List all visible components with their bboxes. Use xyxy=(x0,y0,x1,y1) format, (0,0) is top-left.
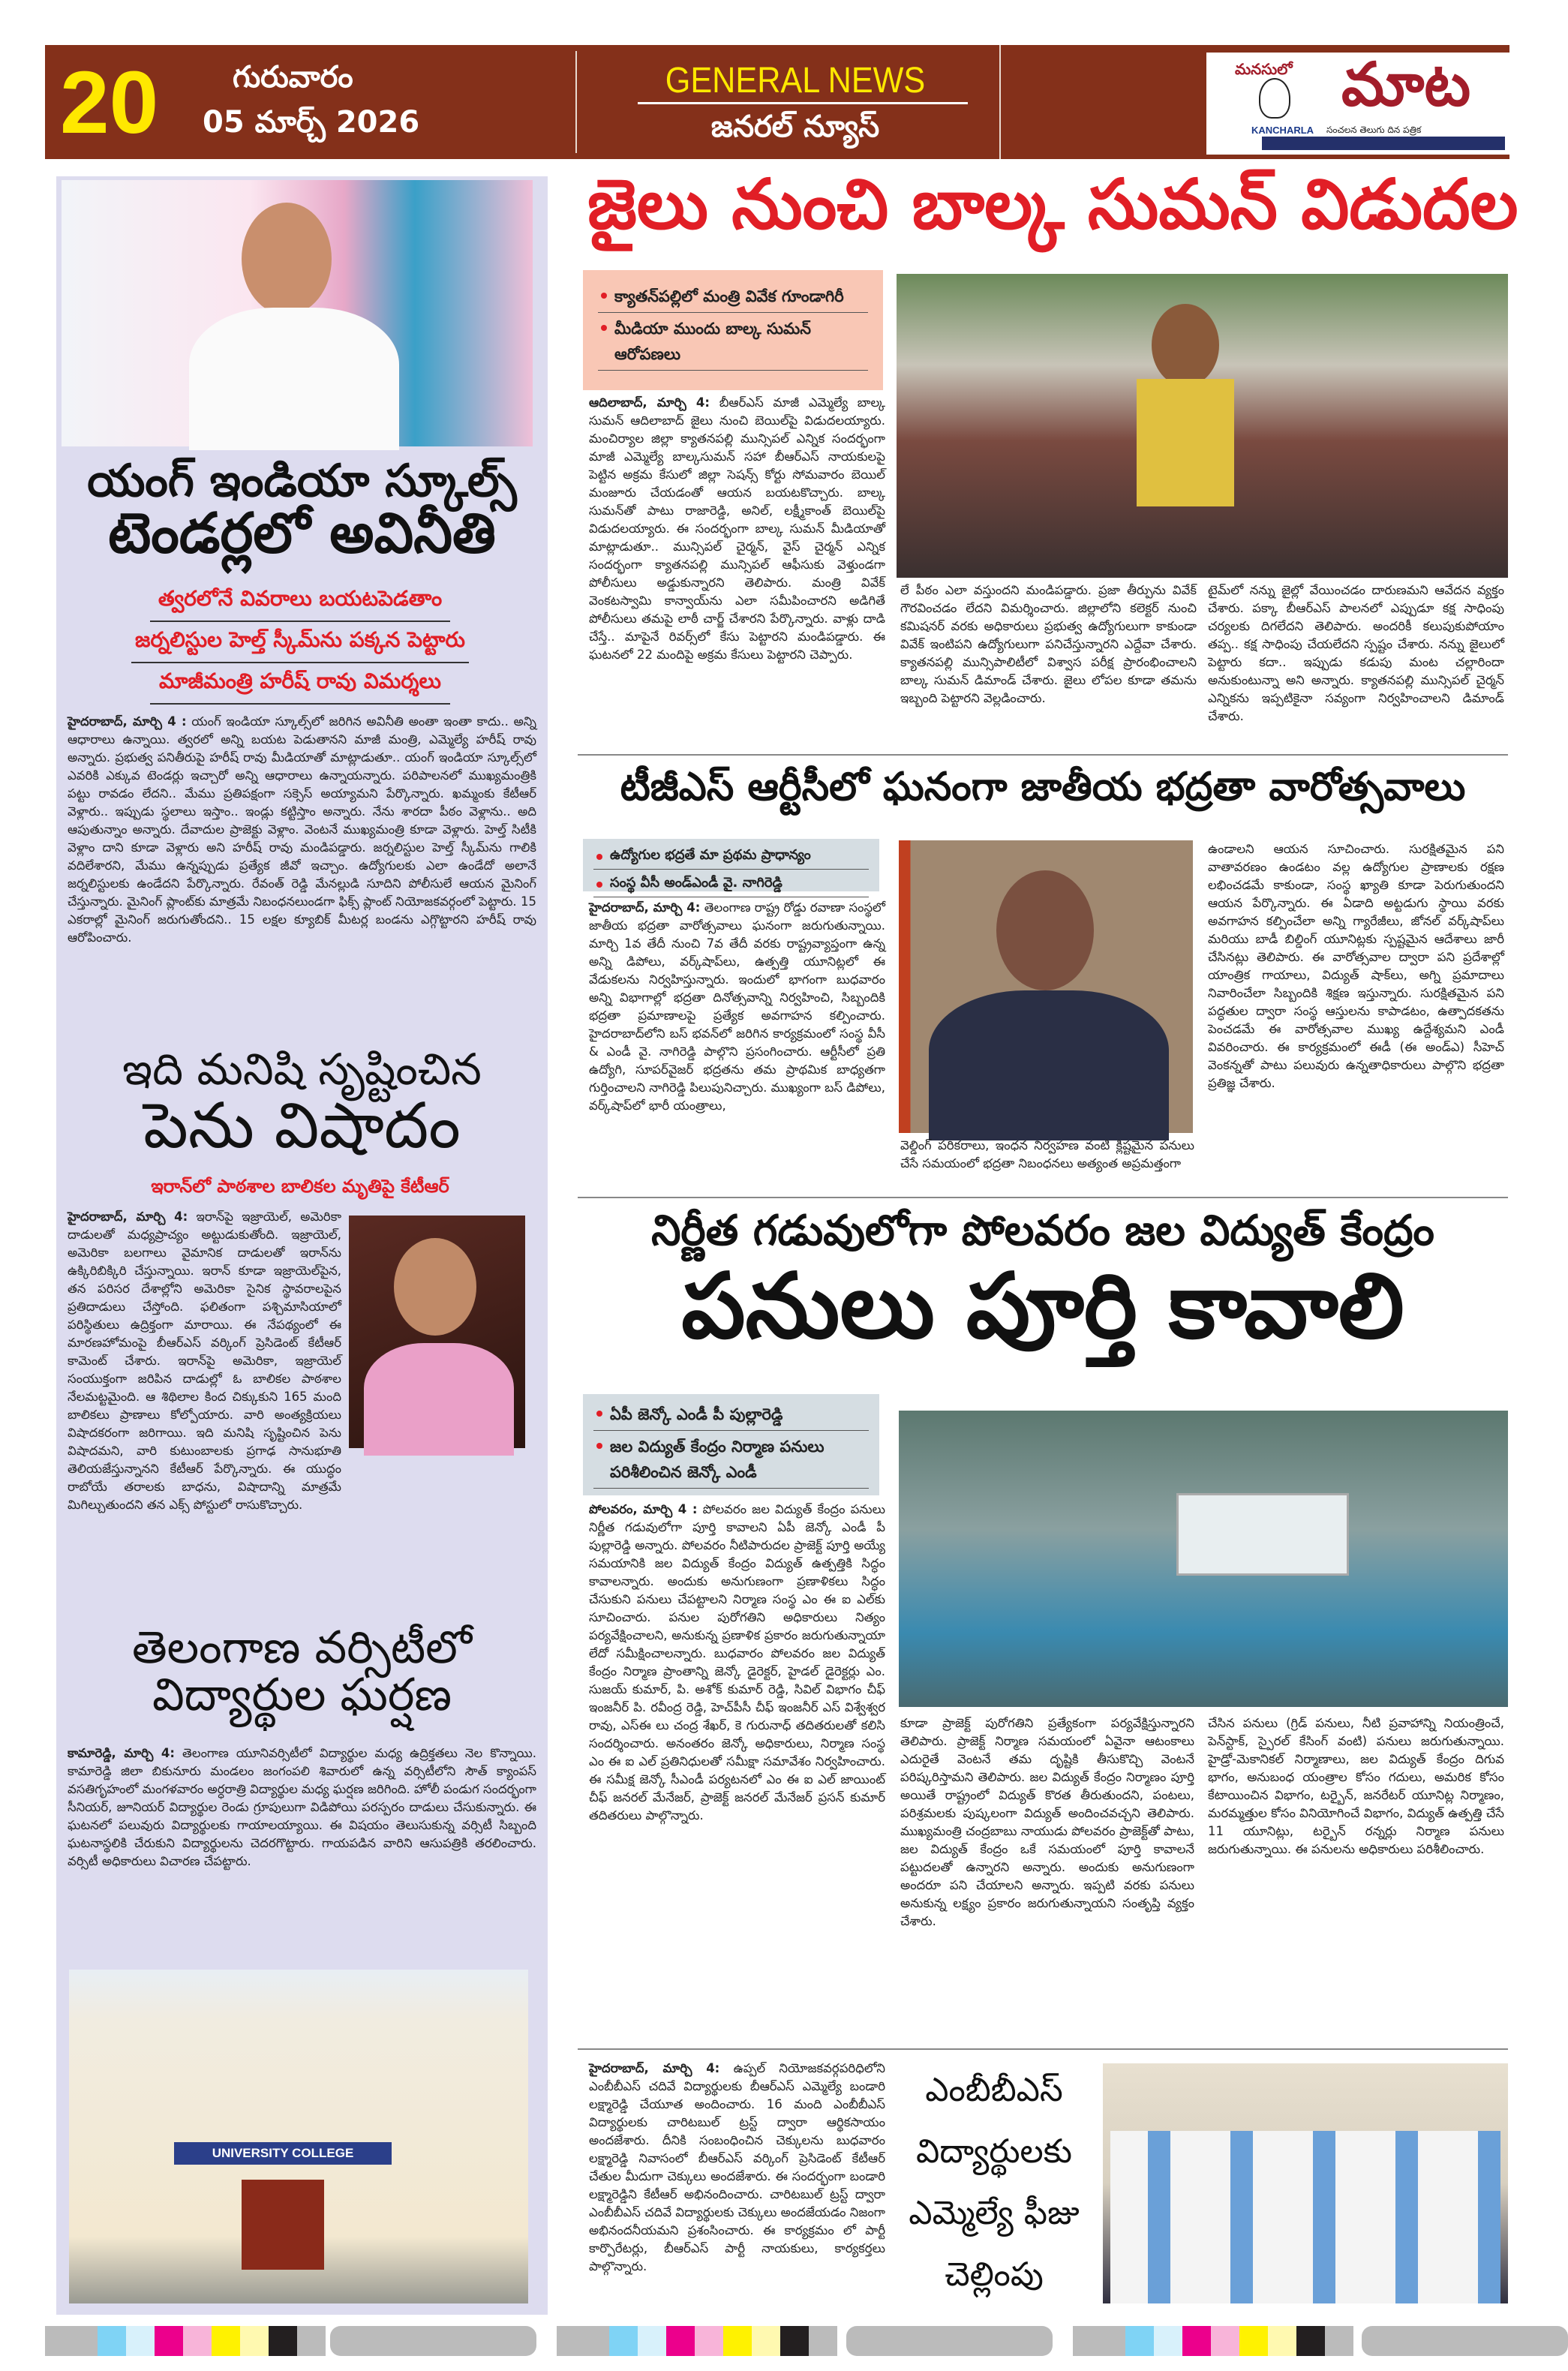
ktr-photo xyxy=(349,1216,525,1448)
header-divider xyxy=(999,45,1001,159)
lead-headline: జైలు నుంచి బాల్క సుమన్ విడుదల xyxy=(587,164,1518,245)
divider xyxy=(578,2048,1508,2050)
polavaram-inspection-photo xyxy=(899,1411,1508,1707)
print-color-bar xyxy=(45,2326,326,2356)
body-text: ఉప్పల్ నియోజకవర్గపరిధిలోని ఎంబీబీఎస్ చదివే విద్యార్థులకు బీఆర్‌ఎస్ ఎమ్మెల్యే బండారి లక్ష్మారెడ్డి చేయూత అందించారు. 16 మంది ఎంబీబీఎస్ విద్యార్థులకు చారిటబుల్ ట్రస్ట్ ద్వారా ఆర్థికసాయం అందజేశారు. దీనికి సంబంధించిన చెక్కులను బుధవారం లక్ష్మారెడ్డి నివాసంలో బీఆర్‌ఎస్ వర్కింగ్ ప్రెసిడెంట్ కేటీఆర్ చేతుల మీదుగా చెక్కులు అందజేశారు. ఈ సందర్భంగా బండారి లక్ష్మారెడ్డిని కేటీఆర్ అభినందించారు. చారిటబుల్ ట్రస్ట్ ద్వారా ఎంబీబీఎస్ చదివే విద్యార్థులకు చెక్కులు అందజేయడం నిజంగా అభినందనీయమని ప్రశంసించారు. ఈ కార్యక్రమం లో పార్టీ కార్పొరేటర్లు, బీఆర్‌ఎస్ పార్టీ నాయకులు, కార్యకర్తలు పాల్గొన్నారు. xyxy=(589,2061,886,2273)
body-text: లే పీఠం ఎలా వస్తుందని మండిపడ్డారు. ప్రజా తీర్పును వివేక్ గౌరవించడం లేదని విమర్శించారు. జిల్లాలోని కలెక్టర్ నుంచి కమిషనర్ వరకు అధికారులు ప్రభుత్వ ఉద్యోగులుగా కాకుండా వివేక్ ఇంటిపని ఉద్యోగులుగా పనిచేస్తున్నారని ఎద్దేవా చేశారు. క్యాతనపల్లి మున్సిపాలిటీలో విశ్వాస పరీక్ష ప్రారంభించాలని బాల్క సుమన్ డిమాండ్ చేశారు. జైలు లోపల కూడా తమను ఇబ్బంది పెట్టారని వెల్లడించారు. xyxy=(900,583,1197,705)
article-body xyxy=(1208,840,1504,1193)
section-underline xyxy=(638,102,968,104)
body-text: ఉండాలని ఆయన సూచించారు. సురక్షితమైన పని వాతావరణం ఉండటం వల్ల ఉద్యోగుల ప్రాణాలకు రక్షణ లభించడమే కాకుండా, సంస్థ ఖ్యాతి కూడా పెరుగుతుందని ఆయన పేర్కొన్నారు. ఈ ఏడాది అట్టడుగు స్థాయి వరకు అవగాహన కల్పించేలా అన్ని గ్యారేజీలు, జోనల్ వర్క్‌షాప్‌లు మరియు బాడీ బిల్డింగ్ యూనిట్లకు స్పష్టమైన ఆదేశాలు జారీ చేసినట్లు తెలిపారు. ఈ వారోత్సవాల ద్వారా పని ప్రదేశాల్లో యాంత్రిక గాయాలు, విద్యుత్ షాక్‌లు, అగ్ని ప్రమాదాలు నివారించేలా సిబ్బందికి శిక్షణ ఇస్తున్నారు. సురక్షితమైన పని పద్ధతుల ద్వారా సంస్థ ఆస్తులను కాపాడటం, ఉత్పాదకతను పెంచడమే ఈ వారోత్సవాల ముఖ్య ఉద్దేశ్యమని ఎండీ వివరించారు. ఈ కార్యక్రమంలో ఈడీ (ఈ అండ్‌ఎ) సీహెచ్ వెంకన్నతో పాటు పలువురు ఉన్నతాధికారులు పాల్గొని భద్రతా ప్రతిజ్ఞ చేశారు. xyxy=(1208,842,1504,1090)
logo-brand: KANCHARLA xyxy=(1251,125,1314,136)
body-text: తెలంగాణ యూనివర్సిటీలో విద్యార్థుల మధ్య ఉద్రిక్తతలు నెల కొన్నాయి. కామారెడ్డి జిలా బికునూరు మండలం జంగంపలి శివారులో ఉన్న వర్సిటీలోని సౌత్ క్యాంపస్ వసతిగృహంలో మంగళవారం అర్ధరాత్రి విద్యార్థుల మధ్య ఘర్షణ జరిగింది. హోలీ పండుగ సందర్భంగా సీనియర్, జూనియర్ విద్యార్థుల రెండు గ్రూపులుగా విడిపోయి పరస్పరం దాడులు చేసుకున్నారు. ఈ ఘటనలో పలువురు విద్యార్థులకు గాయాలయ్యాయి. ఈ విషయం తెలుసుకున్న వర్సిటీ సిబ్బంది ఘటనాస్థలికి చేరుకుని విద్యార్థులను చెదరగొట్టారు. గాయపడిన వారిని ఆసుపత్రికి తరలించారు. వర్సిటీ అధికారులు విచారణ చేపట్టారు. xyxy=(68,1746,536,1868)
headline-line: తెలంగాణ వర్సిటీలో xyxy=(132,1621,472,1674)
mbbs-students-photo xyxy=(1103,2063,1508,2303)
newspaper-logo xyxy=(1206,50,1542,155)
page-number: 20 xyxy=(60,53,159,152)
headline-line: చెల్లింపు xyxy=(945,2255,1044,2294)
body-text: తెలంగాణ రాష్ట్ర రోడ్డు రవాణా సంస్థలో జాతీయ భద్రతా వారోత్సవాలు ఘనంగా జరుగుతున్నాయి. మార్చి 1వ తేదీ నుంచి 7వ తేదీ వరకు రాష్ట్రవ్యాప్తంగా ఉన్న అన్ని డిపోలు, వర్క్‌షాప్‌లు, ఉత్పత్తి యూనిట్లలో ఈ వేడుకలను నిర్వహిస్తున్నారు. ఇందులో భాగంగా బుధవారం అన్ని విభాగాల్లో భద్రతా దినోత్సవాన్ని నిర్వహించి, సిబ్బందికి భద్రతా ప్రమాణాలపై ప్రత్యేక అవగాహన కల్పించారు. హైదరాబాద్‌లోని బస్ భవన్‌లో జరిగిన కార్యక్రమంలో సంస్థ వీసీ & ఎండీ వై. నాగిరెడ్డి పాల్గొని ప్రసంగించారు. ఆర్టీసీలో ప్రతి ఉద్యోగి, సూపర్‌వైజర్ భద్రతను తమ ప్రాథమిక బాధ్యతగా గుర్తించాలని నాగిరెడ్డి పిలుపునిచ్చారు. ముఖ్యంగా బస్ డిపోలు, వర్క్‌షాప్‌లో భారీ యంత్రాలు, xyxy=(589,900,886,1113)
article-body xyxy=(900,581,1197,743)
headline-line: పెను విషాదం xyxy=(143,1088,461,1162)
print-registration-pill xyxy=(330,2326,536,2356)
divider xyxy=(578,754,1508,756)
article-body xyxy=(589,899,885,1192)
dateline: కామారెడ్డి, మార్చి 4: xyxy=(68,1746,175,1760)
article-headline xyxy=(893,2060,1095,2306)
body-text: బీఆర్‌ఎస్ మాజీ ఎమ్మెల్యే బాల్క సుమన్ ఆదిలాబాద్ జైలు నుంచి బెయిల్‌పై విడుదలయ్యారు. మంచిర్యాల జిల్లా క్యాతనపల్లి మున్సిపల్ ఎన్నిక సందర్భంగా మాజీ ఎమ్మెల్యే బాల్కసుమన్ సహా బీఆర్‌ఎస్ నాయకులపై పెట్టిన అక్రమ కేసులో జిల్లా సెషన్స్ కోర్టు సోమవారం బెయిల్ మంజూరు చేయడంతో ఆయన బయటకొచ్చారు. బాల్క సుమన్‌తో పాటు రాజారెడ్డి, అనిల్, లక్ష్మీకాంత్ బెయిల్‌పై విడుదలయ్యారు. ఈ సందర్భంగా బాల్క సుమన్ మీడియాతో మాట్లాడుతూ.. మున్సిపల్ చైర్మన్, వైస్ చైర్మన్ ఎన్నిక సందర్భంగా క్యాతనపల్లి మున్సిపల్ ఆఫీసుకు వెళ్తుండగా పోలీసులు అడ్డుకున్నారని తెలిపారు. మంత్రి వివేక్ వెంకటస్వామి కాన్వాయ్‌ను ఎలా సమీపించారని అడిగితే పోలీసులు తమపై లాఠీ చార్జ్ చేశారని పేర్కొన్నారు. వాళ్లు దాడి చేస్తే.. మాపైనే రివర్స్‌లో కేసు పెట్టారని మండిపడ్డారు. ఈ ఘటనలో 22 మందిపై అక్రమ కేసులు పెట్టారని చెప్పారు. xyxy=(589,395,885,662)
body-text: యంగ్ ఇండియా స్కూల్స్‌లో జరిగిన అవినీతి అంతా ఇంతా కాదు.. అన్ని ఆధారాలు ఉన్నాయి. త్వరలో అన్ని బయట పెడుతానని మాజీ మంత్రి, ఎమ్మెల్యే హరీష్ రావు అన్నారు. ప్రభుత్వ పనితీరుపై హరీష్ రావు మీడియాతో మాట్లాడుతూ.. యంగ్ ఇండియా స్కూల్స్‌లో ఎవరికి ఎక్కువ టెండర్లు ఇచ్చారో అన్ని ఆధారాలు ఉన్నాయన్నారు. పరిపాలనలో ముఖ్యమంత్రికి పట్టు రావడం లేదని.. మేము ప్రతిపక్షంగా సక్సెస్ అయ్యామని పేర్కొన్నారు. ఖమ్మంకు కేటీఆర్ వెళ్లారు.. ఇప్పుడు స్థలాలు ఇస్తాం.. ఇండ్లు కట్టిస్తాం అన్నారు. నేను శారదా పీఠం వెళ్లాను.. అది ఆపుతున్నాం అన్నారు. దేవాదుల ప్రాజెక్టు వెళ్లాం. వెంటనే ముఖ్యమంత్రి కూడా వెళ్లారు. హెల్త్ సిటీకి వెళ్లాం దాని కూడా వెళ్లారు అని హరీష్ రావు మండిపడ్డారు. జర్నలిస్టుల హెల్త్ స్కీమ్‌ను గాలికి వదిలేశారని, మేము ఉన్నప్పుడు ప్రత్యేక జీవో ఇచ్చాం. ఉద్యోగులకు ఎలా ఉండేదో అలానే జర్నలిస్టులకు ఉండేదని పేర్కొన్నారు. రేవంత్ రెడ్డి మేనల్లుడి సూదిని పోలీసులే ఆయన మైనింగ్ చేస్తున్నారు. మైనింగ్ ప్లాంట్‌కు మాత్రమే నిబంధనలుండగా ఫిక్స్ ప్లాంట్ నియోజకవర్గంలో పెట్టారు. 15 ఎకరాల్లో మైనింగ్ జరుగుతోందని.. 15 లక్షల క్యూబిక్ మీటర్ల బండను ఎగ్గొట్టారని హరీష్ రావు ఆరోపించారు. xyxy=(68,714,537,945)
article-body xyxy=(1208,581,1504,743)
body-text: టైమ్‌లో నన్ను జైల్లో వేయించడం దారుణమని ఆవేదన వ్యక్తం చేశారు. పక్కా బీఆర్‌ఎస్ పాలనలో ఎప్పుడూ కక్ష సాధింపు చర్యలకు దిగలేదని తెలిపారు. అందరికీ కలుపుకుపోయాం తప్ప.. కక్ష సాధింపు చేయలేదని స్పష్టం చేశారు. నన్ను జైలులో పెట్టారు కదా.. ఇప్పుడు కడుపు మంట చల్లారిందా అనుకుంటున్నా అని అన్నారు. క్యాతనపల్లి మున్సిపల్ చైర్మన్ ఎన్నికను ఇప్పటికైనా సవ్యంగా నిర్వహించాలని డిమాండ్ చేశారు. xyxy=(1208,583,1504,723)
weekday: గురువారం xyxy=(233,60,353,95)
article-body xyxy=(900,1137,1194,1193)
highlights-box xyxy=(583,270,883,390)
section-title-english: GENERAL NEWS xyxy=(665,61,926,101)
article-headline: టీజీఎస్ ఆర్టీసీలో ఘనంగా జాతీయ భద్రతా వారోత్సవాలు xyxy=(620,765,1466,810)
article-subheading: త్వరలోనే వివరాలు బయటపెడతాం xyxy=(150,581,450,622)
headline-line: విద్యార్థుల ఘర్షణ xyxy=(152,1669,452,1721)
body-text: చేసిన పనులు (గ్రిడ్ పనులు, నీటి ప్రవాహాన్ని నియంత్రించే, పెన్‌స్టాక్, స్పైరల్ కేసింగ్ వంటి) పనులు జరుగుతున్నాయి. హైడ్రో-మెకానికల్ నిర్మాణాలు, జల విద్యుత్ కేంద్రం దిగువ భాగం, అనుబంధ యంత్రాల కోసం గదులు, అమరిక కోసం కేటాయించిన విభాగం, టర్బైన్, జనరేటర్ యూనిట్ల నిర్మాణం, మరమ్మత్తుల కోసం వినియోగించే విభాగం, విద్యుత్ ఉత్పత్తి చేసే 11 యూనిట్లు, టర్బైన్ రన్నర్లు నిర్మాణ పనులు జరుగుతున్నాయి. ఈ పనులను అధికారులు పరిశీలించారు. xyxy=(1208,1716,1504,1856)
dateline: ఆదిలాబాద్, మార్చి 4: xyxy=(589,395,710,410)
article-subheading: జర్నలిస్టుల హెల్త్ స్కీమ్‌ను పక్కన పెట్టారు xyxy=(131,623,469,663)
logo-tagline: సంచలన తెలుగు దిన పత్రిక xyxy=(1326,125,1422,135)
highlight-item: జల విద్యుత్ కేంద్రం నిర్మాణ పనులు పరిశీలించిన జెన్కో ఎండీ xyxy=(593,1431,869,1489)
logo-bar xyxy=(1262,137,1505,150)
print-registration-pill xyxy=(1362,2326,1568,2356)
highlight-item: ఉద్యోగుల భద్రతే మా ప్రథమ ప్రాధాన్యం xyxy=(593,842,869,870)
highlights-box xyxy=(583,1394,879,1495)
body-text: వెల్డింగ్ పరికరాలు, ఇంధన నిర్వహణ వంటి క్లిష్టమైన పనులు చేసే సమయంలో భద్రతా నిబంధనలు అత్యంత అప్రమత్తంగా xyxy=(900,1138,1194,1170)
page-header xyxy=(45,45,1509,159)
print-color-bar xyxy=(557,2326,837,2356)
article-headline xyxy=(60,1621,544,1721)
college-sign: UNIVERSITY COLLEGE xyxy=(174,2142,392,2165)
balka-suman-release-photo xyxy=(897,274,1508,578)
body-text: ఇరాన్‌పై ఇజ్రాయెల్, అమెరికా దాడులతో మధ్యప్రాచ్యం అట్టుడుకుతోంది. ఇజ్రాయెల్, అమెరికా బలగాలు వైమానిక దాడులతో ఇరాన్‌ను ఉక్కిరిబిక్కిరి చేస్తున్నాయి. ఇరాన్ కూడా ఇజ్రాయెల్‌పైన, తన పరిసర దేశాల్లోని అమెరికా సైనిక స్థావరాలపైన ప్రతిదాడులు చేస్తోంది. ఫలితంగా పశ్చిమాసియాలో పరిస్థితులు ఉద్రిక్తంగా మారాయి. ఈ నేపథ్యంలో ఈ మారణహోమంపై బీఆర్‌ఎస్ వర్కింగ్ ప్రెసిడెంట్ కేటీఆర్ కామెంట్ చేశారు. ఇరాన్‌పై అమెరికా, ఇజ్రాయెల్ సంయుక్తంగా జరిపిన దాడుల్లో ఓ బాలికల పాఠశాల నేలమట్టమైంది. ఆ శిథిలాల కింద చిక్కుకుని 165 మంది బాలికలు ప్రాణాలు కోల్పోయారు. వారి అంత్యక్రియలు విషాదకరంగా జరిగాయి. ఇది మనిషి సృష్టించిన పెను విషాదమని, వారి కుటుంబాలకు ప్రగాఢ సానుభూతి తెలియజేస్తున్నానని కేటీఆర్ పేర్కొన్నారు. ఈ యుద్ధం రాబోయే తరాలకు బాధను, విషాదాన్ని మాత్రమే మిగిల్చుతుందని తన ఎక్స్ పోస్టులో రాసుకొచ్చారు. xyxy=(68,1210,342,1512)
article-body xyxy=(900,1714,1194,2045)
article-subheading: మాజీమంత్రి హరీష్ రావు విమర్శలు xyxy=(150,664,450,705)
article-subheading: ఇరాన్‌లో పాఠశాల బాలికల మృతిపై కేటీఆర్ xyxy=(151,1176,449,1197)
article-headline xyxy=(60,455,544,566)
dateline: హైదరాబాద్, మార్చి 4 : xyxy=(68,714,187,729)
issue-date: 05 మార్చ్ 2026 xyxy=(203,105,420,140)
headline-line: పనులు పూర్తి కావాలి xyxy=(681,1254,1404,1359)
article-headline xyxy=(578,1207,1508,1359)
headline-line: ఎంబీబీఎస్ xyxy=(925,2071,1063,2109)
divider xyxy=(578,1197,1508,1198)
article-body xyxy=(589,1501,885,2045)
logo-portrait-icon xyxy=(1259,78,1290,119)
highlight-item: సంస్థ వీసీ అండ్‌ఎండీ వై. నాగిరెడ్డి xyxy=(593,870,869,897)
headline-line: ఎమ్మెల్యే ఫీజు xyxy=(909,2194,1080,2232)
article-headline xyxy=(60,1044,544,1162)
logo-main-text: మాట xyxy=(1341,50,1471,119)
body-text: కూడా ప్రాజెక్ట్ పురోగతిని ప్రత్యేకంగా పర్యవేక్షిస్తున్నారని తెలిపారు. ప్రాజెక్ట్ నిర్మాణ సమయంలో ఏవైనా ఆటంకాలు ఎదురైతే వెంటనే తమ దృష్టికి తీసుకొచ్చి వెంటనే పరిష్కరిస్తామని తెలిపారు. జల విద్యుత్ కేంద్రం నిర్మాణం పూర్తి అయితే రాష్ట్రంలో విద్యుత్ కొరత తీరుతుందని, పంటలు, పరిశ్రమలకు పుష్కలంగా విద్యుత్ అందించవచ్చని తెలిపారు. ముఖ్యమంత్రి చంద్రబాబు నాయుడు పోలవరం ప్రాజెక్ట్‌తో పాటు, జల విద్యుత్ కేంద్రం ఒకే సమయంలో పూర్తి కావాలనే పట్టుదలతో ఉన్నారని అన్నారు. అందుకు అనుగుణంగా అందరూ పని చేయాలని అన్నారు. ఇప్పటి వరకు పనులు అనుకున్న లక్ష్యం ప్రకారం జరుగుతున్నాయని సంతృప్తి వ్యక్తం చేశారు. xyxy=(900,1716,1194,1928)
article-body xyxy=(68,1744,536,1947)
university-college-photo xyxy=(69,1970,528,2303)
logo-top-text: మనసులో xyxy=(1235,60,1293,78)
headline-line: టెండర్లలో అవినీతి xyxy=(108,501,496,566)
headline-line: నిర్ణీత గడువులోగా పోలవరం జల విద్యుత్ కేంద్రం xyxy=(651,1207,1434,1255)
harish-rao-photo xyxy=(62,180,533,446)
article-body xyxy=(68,1208,342,1512)
highlight-item: ఏపీ జెన్కో ఎండీ పీ పుల్లారెడ్డి xyxy=(593,1399,869,1431)
dateline: హైదరాబాద్, మార్చి 4: xyxy=(68,1210,188,1224)
highlights-box xyxy=(583,839,879,891)
body-text: పోలవరం జల విద్యుత్ కేంద్రం పనులు నిర్ణీత గడువులోగా పూర్తి కావాలని ఏపీ జెన్కో ఎండీ పీ పుల్లారెడ్డి అన్నారు. పోలవరం నీటిపారుదల ప్రాజెక్ట్ పూర్తి అయ్యే సమయానికి జల విద్యుత్ కేంద్రం విద్యుత్ ఉత్పత్తికి సిద్ధం కావాలన్నారు. అందుకు అనుగుణంగా ప్రణాళికలు సిద్ధం చేసుకుని పనులు చేపట్టాలని నిర్మాణ సంస్థ ఎం ఈ ఐ ఎల్‌కు సూచించారు. పనుల పురోగతిని అధికారులు నిత్యం పర్యవేక్షించాలని, అనుకున్న ప్రణాళిక ప్రకారం జరుగుతున్నాయా లేదో సమీక్షించాలన్నారు. బుధవారం పోలవరం జల విద్యుత్ కేంద్రం నిర్మాణ ప్రాంతాన్ని జెన్కో డైరెక్టర్, హైడల్ డైరెక్టర్లు ఎం. సుజయ్ కుమార్, పి. అశోక్ కుమార్ రెడ్డి, సివిల్ విభాగం చీఫ్ ఇంజనీర్ పి. రవీంద్ర రెడ్డి, హెచ్‌పీసీ చీఫ్ ఇంజనీర్ ఎస్ విశ్వేశ్వర రావు, ఎస్‌ఈ లు చంద్ర శేఖర్, కె గురునాధ్ తదితరులతో కలిసి సందర్శించారు. అనంతరం జెన్కో అధికారులు, నిర్మాణ సంస్థ ఎం ఈ ఐ ఎల్ ప్రతినిధులతో సమీక్షా సమావేశం నిర్వహించారు. ఈ సమీక్ష జెన్కో సీఎండీ పర్యటనలో ఎం ఈ ఐ ఎల్ జాయింట్ చీఫ్ జనరల్ మేనేజర్, ప్రాజెక్ట్ జనరల్ మేనేజర్ ప్రసన్ కుమార్ తదితరులు పాల్గొన్నారు. xyxy=(589,1502,885,1823)
highlight-item: క్యాతన్‌పల్లిలో మంత్రి వివేక గూండాగిరీ xyxy=(598,281,868,313)
article-body xyxy=(68,713,536,1043)
headline-line: యంగ్ ఇండియా స్కూల్స్ xyxy=(87,455,517,507)
dateline: పోలవరం, మార్చి 4 : xyxy=(589,1502,698,1516)
header-divider xyxy=(575,51,577,153)
headline-line: విద్యార్థులకు xyxy=(916,2132,1072,2171)
section-title-telugu: జనరల్ న్యూస్ xyxy=(710,110,880,144)
article-body xyxy=(589,394,885,743)
article-body xyxy=(1208,1714,1504,2045)
dateline: హైదరాబాద్, మార్చి 4: xyxy=(589,900,701,915)
highlight-item: మీడియా ముందు బాల్క సుమన్ ఆరోపణలు xyxy=(598,313,868,371)
headline-line: ఇది మనిషి సృష్టించిన xyxy=(122,1044,482,1095)
dateline: హైదరాబాద్, మార్చి 4: xyxy=(589,2061,720,2075)
nagireddy-portrait-photo xyxy=(899,840,1193,1133)
print-registration-pill xyxy=(846,2326,1053,2356)
article-body xyxy=(589,2060,885,2307)
print-color-bar xyxy=(1073,2326,1353,2356)
